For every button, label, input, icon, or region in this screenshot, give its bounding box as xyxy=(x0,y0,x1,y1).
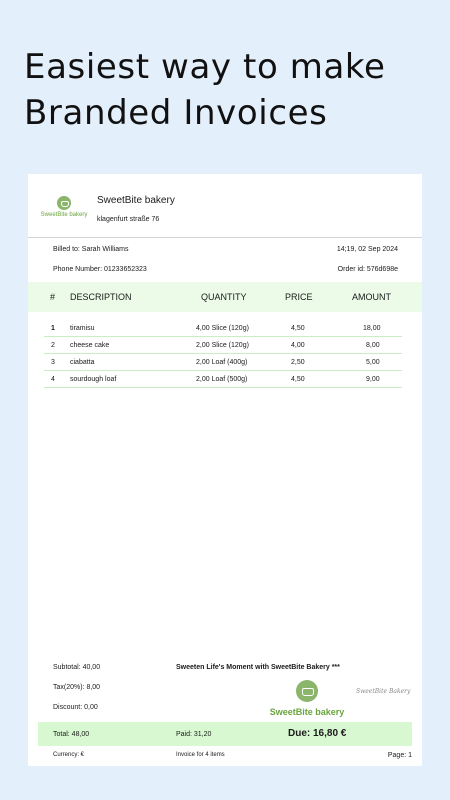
row-description: ciabatta xyxy=(70,359,95,366)
items-table-header xyxy=(28,282,422,312)
col-price: PRICE xyxy=(285,292,313,302)
brand-logo-text: SweetBite bakery xyxy=(40,212,88,218)
row-description: cheese cake xyxy=(70,342,110,349)
row-price: 4,00 xyxy=(291,342,305,349)
total: Total: 48,00 xyxy=(53,731,90,738)
col-description: DESCRIPTION xyxy=(70,292,132,302)
totals-bar xyxy=(38,722,412,746)
row-price: 4,50 xyxy=(291,376,305,383)
invoice-header xyxy=(28,174,422,238)
items-table-body xyxy=(28,320,422,388)
currency: Currency: € xyxy=(53,752,85,758)
paid: Paid: 31,20 xyxy=(176,731,212,738)
footer-logo-text: SweetBite bakery xyxy=(269,707,345,717)
table-row xyxy=(44,337,402,354)
signature: SweetBite Bakery xyxy=(356,688,411,695)
discount: Discount: 0,00 xyxy=(53,704,98,711)
cupcake-icon xyxy=(57,196,71,210)
row-amount: 5,00 xyxy=(366,359,380,366)
row-number: 4 xyxy=(51,376,55,383)
row-description: sourdough loaf xyxy=(70,376,117,383)
col-amount: AMOUNT xyxy=(352,292,391,302)
table-row xyxy=(44,354,402,371)
table-row xyxy=(44,371,402,388)
brand-logo xyxy=(38,196,90,218)
shop-address: klagenfurt straße 76 xyxy=(97,216,160,223)
row-description: tiramisu xyxy=(70,325,95,332)
row-number: 3 xyxy=(51,359,55,366)
item-count: Invoice for 4 items xyxy=(176,752,225,758)
page-number: Page: 1 xyxy=(387,752,412,759)
phone-number: Phone Number: 01233652323 xyxy=(53,266,147,273)
row-quantity: 2,00 Loaf (500g) xyxy=(196,376,248,383)
row-amount: 18,00 xyxy=(363,325,381,332)
row-quantity: 2,00 Slice (120g) xyxy=(196,342,249,349)
row-quantity: 2,00 Loaf (400g) xyxy=(196,359,248,366)
footer-brand-logo xyxy=(262,680,352,717)
row-number: 2 xyxy=(51,342,55,349)
row-price: 4,50 xyxy=(291,325,305,332)
tax: Tax(20%): 8,00 xyxy=(53,684,101,691)
row-quantity: 4,00 Slice (120g) xyxy=(196,325,249,332)
shop-name: SweetBite bakery xyxy=(97,195,175,206)
row-price: 2,50 xyxy=(291,359,305,366)
slogan: Sweeten Life's Moment with SweetBite Bakery *** xyxy=(176,664,340,671)
subtotal: Subtotal: 40,00 xyxy=(53,664,101,671)
order-id: Order id: 576d698e xyxy=(337,266,398,273)
row-amount: 9,00 xyxy=(366,376,380,383)
headline-line-2: Branded Invoices xyxy=(24,93,328,133)
col-number: # xyxy=(50,292,56,302)
invoice-datetime: 14;19, 02 Sep 2024 xyxy=(336,246,398,253)
col-quantity: QUANTITY xyxy=(201,292,247,302)
headline-line-1: Easiest way to make xyxy=(24,47,386,87)
billed-to: Billed to: Sarah Williams xyxy=(53,246,129,253)
row-amount: 8,00 xyxy=(366,342,380,349)
row-number: 1 xyxy=(51,325,55,332)
due: Due: 16,80 € xyxy=(288,728,347,739)
table-row xyxy=(44,320,402,337)
headline xyxy=(24,44,386,136)
cupcake-icon xyxy=(296,680,318,702)
invoice-preview[interactable] xyxy=(28,174,422,766)
